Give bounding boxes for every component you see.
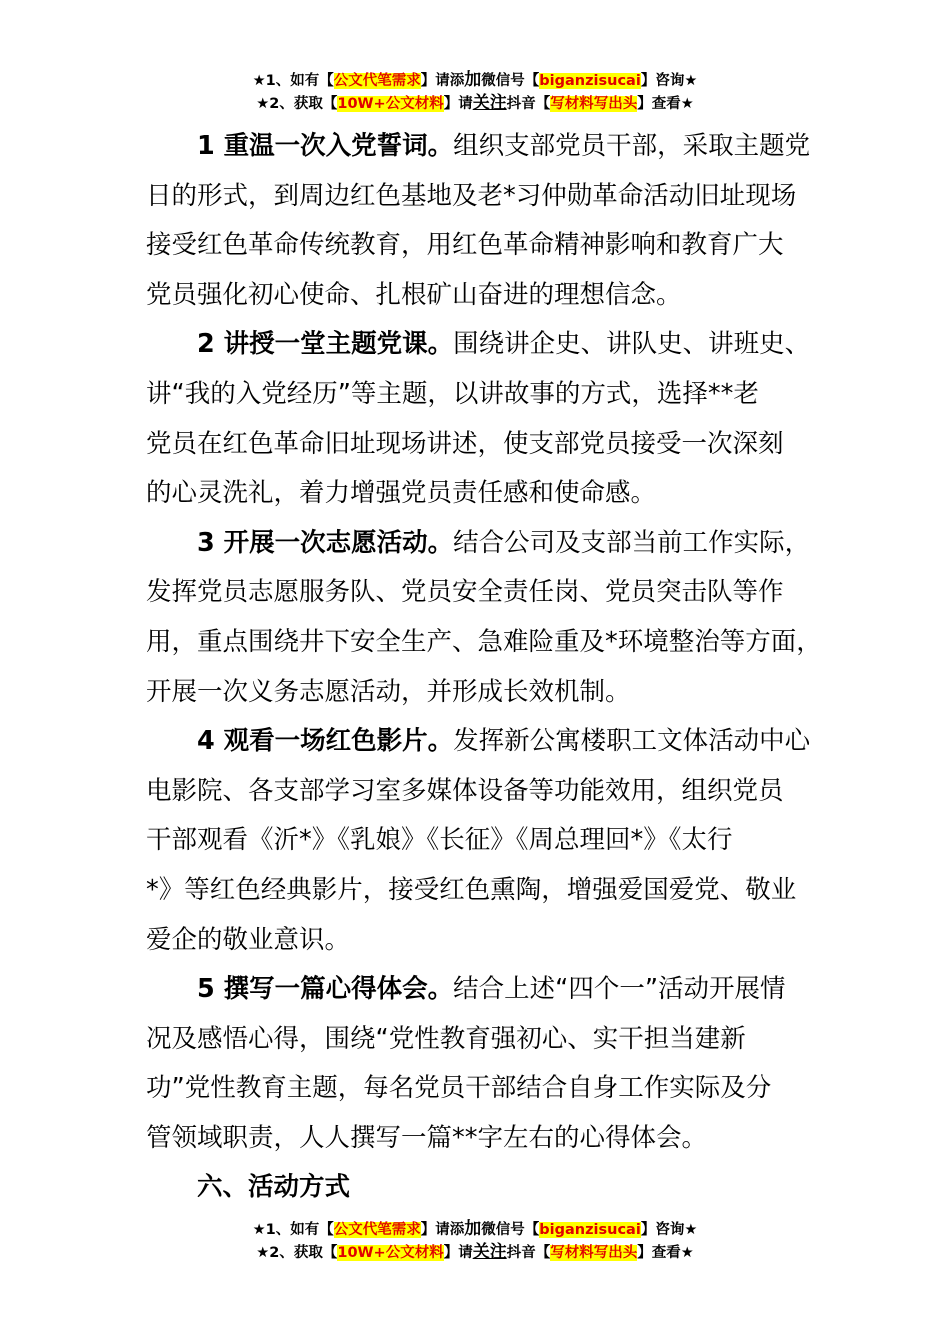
paragraph-4: 4 观看一场红色影片。发挥新公寓楼职工文体活动中心 电影院、各支部学习室多媒体设备等功能效用，组织党员 干部观看《沂*》《乳娘》《长征》《周总理回*》《太行 *》等红色经典影片，接受红色熏陶，增强爱国爱党、敬业 爱企的敬业意识。	[146, 726, 811, 955]
paragraph-5: 5 撰写一篇心得体会。结合上述“四个一”活动开展情 况及感悟心得，围绕“党性教育强初心、实干担当建新 功”党性教育主题，每名党员干部结合自身工作实际及分 管领域职责，人人撰写一篇**字左右的心得体会。	[146, 974, 786, 1153]
banner-highlight-materials: 10W+公文材料	[337, 1245, 444, 1261]
banner-highlight-service: 公文代笔需求	[333, 73, 421, 89]
paragraph-lead: 1 重温一次入党誓词。	[197, 131, 454, 161]
section-heading: 六、活动方式	[197, 1172, 351, 1203]
document-body	[146, 122, 822, 1213]
paragraph-lead: 4 观看一场红色影片。	[197, 726, 454, 757]
banner-highlight-service: 公文代笔需求	[333, 1222, 421, 1238]
paragraph-3: 3 开展一次志愿活动。结合公司及支部当前工作实际， 发挥党员志愿服务队、党员安全责任岗、党员突击队等作 用，重点围绕井下安全生产、急难险重及*环境整治等方面， 开展一次义务志愿活动，并形成长效机制。	[146, 527, 822, 707]
banner-line-1: ★1、如有【公文代笔需求】请添加微信号【biganzisucai】咨询★	[252, 1219, 698, 1239]
top-banner	[0, 69, 950, 115]
paragraph-lead: 2 讲授一堂主题党课。	[197, 329, 454, 360]
paragraph-lead: 3 开展一次志愿活动。	[197, 527, 454, 558]
bottom-banner	[0, 1218, 950, 1264]
paragraph-1: 1 重温一次入党誓词。组织支部党员干部，采取主题党 日的形式，到周边红色基地及老*习仲勋革命活动旧址现场 接受红色革命传统教育，用红色革命精神影响和教育广大 党员强化初心使命、扎根矿山奋进的理想信念。	[146, 131, 811, 310]
banner-line-1: ★1、如有【公文代笔需求】请添加微信号【biganzisucai】咨询★	[252, 70, 698, 90]
banner-highlight-douyin: 写材料写出头	[550, 1245, 638, 1261]
banner-line-2: ★2、获取【10W+公文材料】请关注抖音【写材料写出头】查看★	[256, 93, 694, 113]
banner-line-2: ★2、获取【10W+公文材料】请关注抖音【写材料写出头】查看★	[256, 1242, 694, 1262]
banner-highlight-wechat: biganzisucai	[539, 73, 641, 89]
paragraph-2: 2 讲授一堂主题党课。围绕讲企史、讲队史、讲班史、 讲“我的入党经历”等主题，以讲故事的方式，选择**老 党员在红色革命旧址现场讲述，使支部党员接受一次深刻 的心灵洗礼，着力增强党员责任感和使命感。	[146, 329, 811, 509]
banner-highlight-douyin: 写材料写出头	[550, 96, 638, 112]
banner-highlight-materials: 10W+公文材料	[337, 96, 444, 112]
banner-highlight-wechat: biganzisucai	[539, 1222, 641, 1238]
paragraph-lead: 5 撰写一篇心得体会。	[197, 974, 454, 1005]
